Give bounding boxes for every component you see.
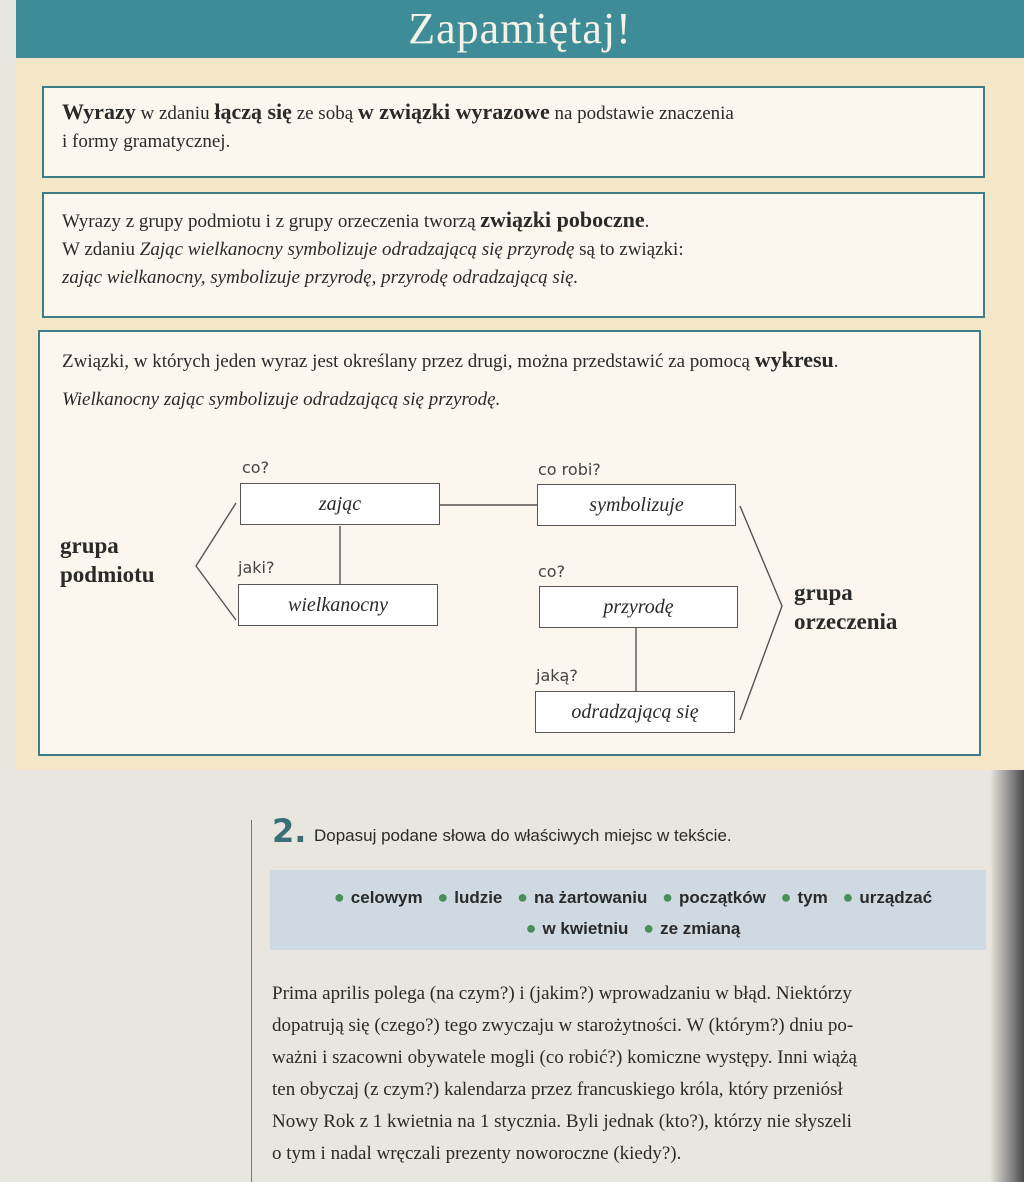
rule-2-term: związki poboczne [480, 207, 645, 232]
bullet-icon: ● [842, 887, 854, 907]
node-odradzajaca: odradzającą się [535, 691, 735, 733]
rule-3-line-1-pre: Związki, w których jeden wyraz jest określany przez drugi, można przedstawić za pomocą [62, 351, 755, 372]
bullet-icon: ● [525, 918, 537, 938]
group-predicate-line-1: grupa [794, 580, 853, 605]
bracket-orzeczenie [740, 506, 782, 720]
rule-1-line-2: i formy gramatycznej. [62, 131, 231, 152]
rule-2-line-2-post: są to związki: [574, 239, 684, 260]
rule-2-example: Zając wielkanocny symbolizuje odradzającą się przyrodę [139, 239, 575, 260]
rule-2-line-3: zając wielkanocny, symbolizuje przyrodę, przyrodę odradzającą się. [62, 267, 579, 288]
bullet-icon: ● [437, 887, 449, 907]
word-bank-row-2 [270, 913, 986, 944]
page-title: Zapamiętaj! [408, 4, 632, 53]
paragraph-line: ten obyczaj (z czym?) kalendarza przez francuskiego króla, który przeniósł [272, 1079, 843, 1100]
word-bank [270, 870, 986, 950]
diagram-sentence: Wielkanocny zając symbolizuje odradzającą się przyrodę. [62, 389, 501, 410]
word-item: celowym [350, 888, 423, 907]
word-item: początków [678, 888, 766, 907]
word-bank-row-1 [270, 882, 986, 913]
rule-3-term: wykresu [754, 347, 834, 372]
rule-1-seg-0: Wyrazy [62, 99, 136, 124]
group-subject-line-2: podmiotu [60, 562, 155, 587]
paragraph-line: o tym i nadal wręczali prezenty noworoczne (kiedy?). [272, 1143, 682, 1164]
node-symbolizuje: symbolizuje [537, 484, 736, 526]
question-co-2: co? [538, 562, 566, 581]
paragraph-line: dopatrują się (czego?) tego zwyczaju w starożytności. W (którym?) dniu po- [272, 1015, 854, 1036]
exercise-paragraph [272, 978, 992, 1170]
group-predicate-line-2: orzeczenia [794, 609, 898, 634]
question-co-1: co? [242, 458, 270, 477]
bullet-icon: ● [333, 887, 345, 907]
word-item: urządzać [859, 888, 933, 907]
rule-1-seg-2: łączą się [214, 99, 292, 124]
paragraph-line: ważni i szacowni obywatele mogli (co robić?) komiczne występy. Inni wiążą [272, 1047, 857, 1068]
rule-1-seg-4: w związki wyrazowe [357, 99, 550, 124]
rule-1-seg-1: w zdaniu [135, 103, 215, 124]
question-jaki: jaki? [238, 558, 275, 577]
node-przyrode: przyrodę [539, 586, 738, 628]
exercise-instruction: Dopasuj podane słowa do właściwych miejsc w tekście. [314, 826, 732, 845]
bullet-icon: ● [643, 918, 655, 938]
question-co-robi: co robi? [538, 460, 601, 479]
exercise-number: 2. [272, 812, 307, 850]
node-wielkanocny: wielkanocny [238, 584, 438, 626]
rule-1-seg-5: na podstawie znaczenia [549, 103, 734, 124]
margin-line [251, 820, 252, 1182]
rule-3-line-1-post: . [833, 351, 839, 372]
bullet-icon: ● [517, 887, 528, 907]
rule-2-line-1-post: . [644, 211, 650, 232]
paragraph-line: Nowy Rok z 1 kwietnia na 1 stycznia. Byli jednak (kto?), którzy nie słyszeli [272, 1111, 852, 1132]
word-item: na żartowaniu [534, 888, 648, 907]
bullet-icon: ● [662, 887, 673, 907]
bullet-icon: ● [780, 887, 792, 907]
node-zajac: zając [240, 483, 440, 525]
group-subject-label [60, 531, 155, 589]
bracket-podmiot [196, 503, 236, 620]
word-item: ludzie [454, 888, 503, 907]
paragraph-line: Prima aprilis polega (na czym?) i (jakim?) wprowadzaniu w błąd. Niektórzy [272, 983, 852, 1004]
word-item: w kwietniu [542, 919, 629, 938]
word-item: ze zmianą [660, 919, 741, 938]
group-predicate-label [794, 578, 897, 636]
rule-2-line-1-pre: Wyrazy z grupy podmiotu i z grupy orzeczenia tworzą [62, 211, 481, 232]
question-jaka: jaką? [536, 666, 578, 685]
group-subject-line-1: grupa [60, 533, 119, 558]
rule-2-line-2-pre: W zdaniu [62, 239, 140, 260]
word-item: tym [797, 888, 828, 907]
rule-1-seg-3: ze sobą [291, 103, 358, 124]
